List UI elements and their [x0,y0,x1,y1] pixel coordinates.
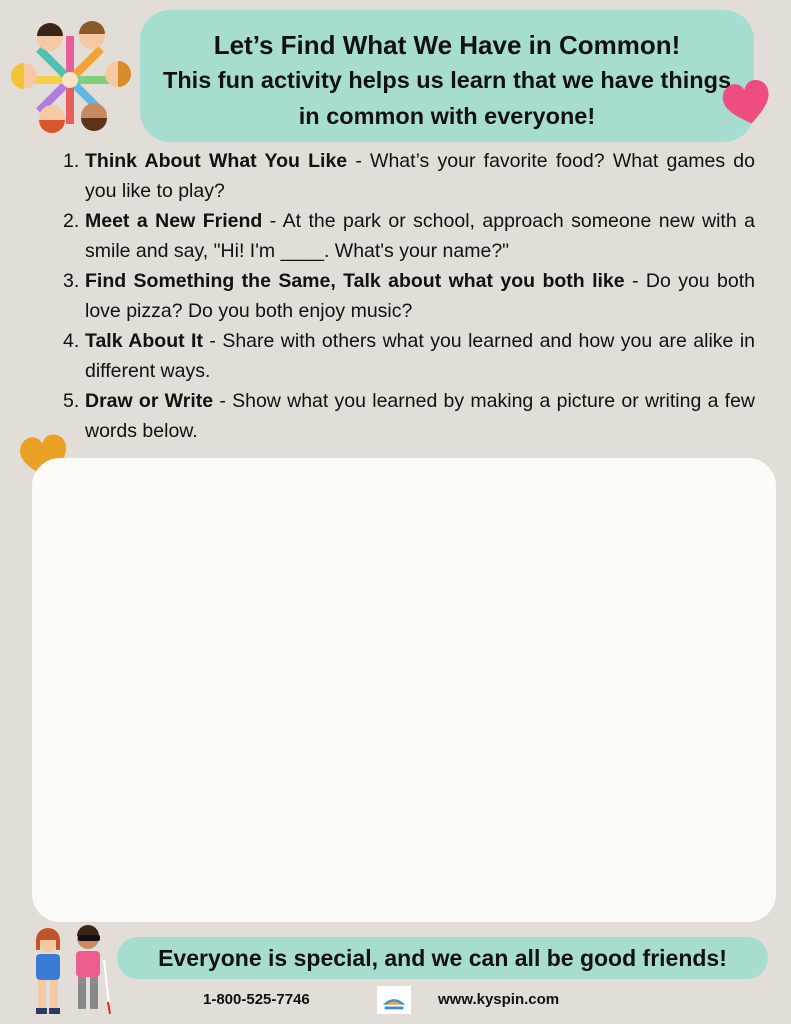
drawing-area[interactable] [32,458,776,922]
step-text: - Share with others what you learned and how you are alike in different ways. [85,330,755,382]
step-text: - At the park or school, approach someone new with a smile and say, "Hi! I'm ____. What's your name?" [85,210,755,262]
kyspin-logo [376,985,412,1015]
steps-list [58,146,755,446]
step-number: 3. [63,270,80,292]
step-heading: Talk About It [85,330,203,352]
step-heading: Meet a New Friend [85,210,263,232]
step-number: 1. [63,150,80,172]
list-item [58,206,755,266]
list-item [58,146,755,206]
kids-circle-illustration [8,18,132,138]
phone-number[interactable]: 1-800-525-7746 [203,991,310,1008]
header-banner [140,10,754,142]
step-text: - Do you both love pizza? Do you both enjoy music? [85,270,755,322]
step-number: 4. [63,330,80,352]
list-item [58,326,755,386]
step-heading: Think About What You Like [85,150,348,172]
list-item [58,266,755,326]
page-title: Let’s Find What We Have in Common! [213,30,681,60]
two-kids-illustration [24,922,114,1020]
step-number: 5. [63,390,80,412]
step-text: - Show what you learned by making a picture or writing a few words below. [85,390,756,442]
website-link[interactable]: www.kyspin.com [438,991,560,1008]
list-item [58,386,755,446]
footer-banner: Everyone is special, and we can all be good friends! [117,937,768,979]
page-subtitle: This fun activity helps us learn that we have things in common with everyone! [162,67,732,129]
step-heading: Draw or Write [85,390,214,412]
step-text: - What’s your favorite food? What games do you like to play? [85,150,755,202]
step-heading: Find Something the Same, Talk about what you both like [85,270,625,292]
heart-pink-icon [721,78,773,126]
step-number: 2. [63,210,80,232]
